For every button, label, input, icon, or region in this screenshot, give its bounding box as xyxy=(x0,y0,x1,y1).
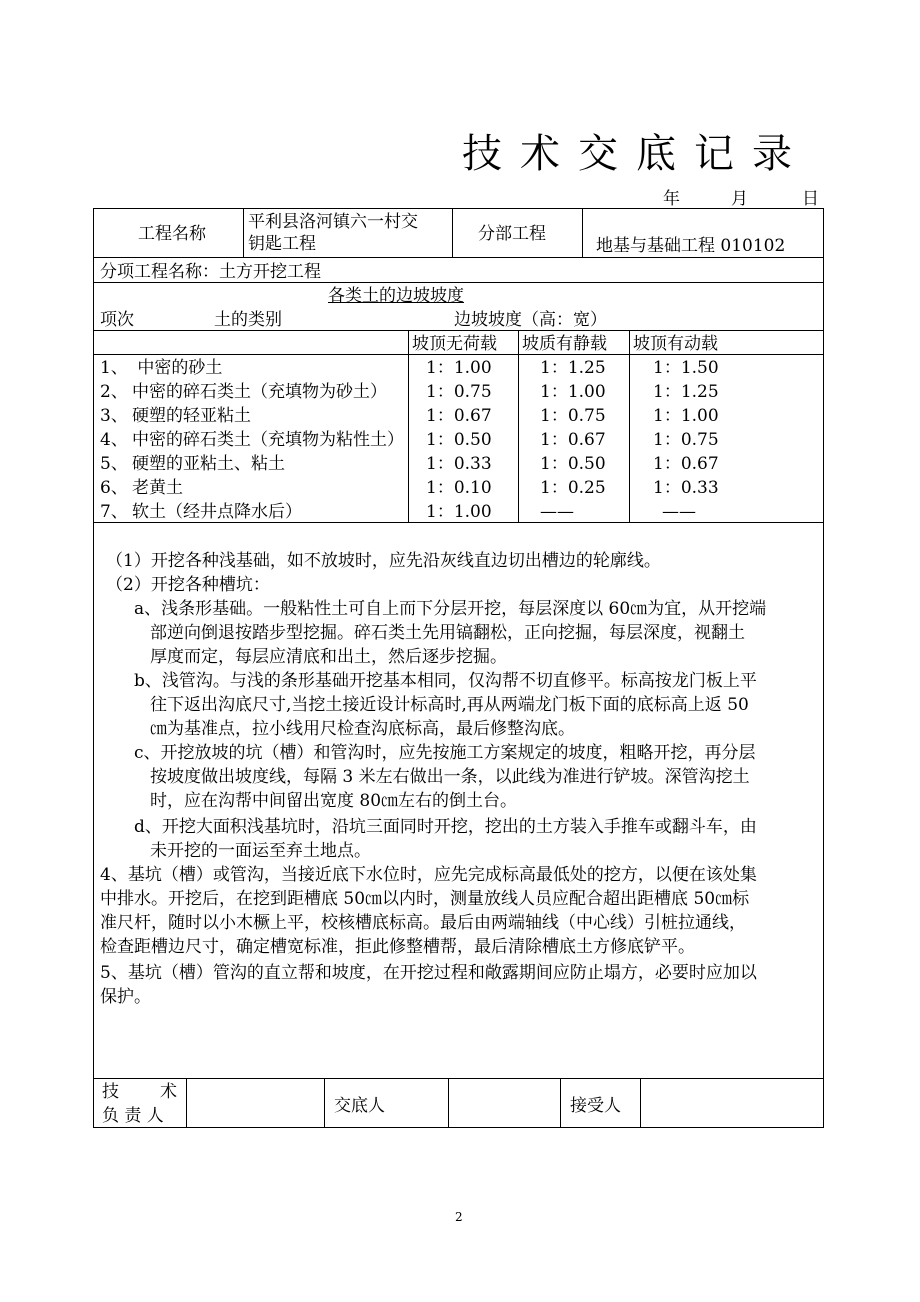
row-v2: 1：0.75 xyxy=(540,406,606,426)
content-line: 5、基坑（槽）管沟的直立帮和坡度，在开挖过程和敞露期间应防止塌方，必要时应加以 xyxy=(100,963,757,983)
slope-table-title: 各类土的边坡坡度 xyxy=(328,286,464,306)
row-no: 3、 xyxy=(100,406,128,426)
row-v1: 1：0.75 xyxy=(426,382,492,402)
row-soil: 中密的砂土 xyxy=(132,358,223,378)
header-bottom-line xyxy=(94,257,823,258)
content-line: c、开挖放坡的坑（槽）和管沟时，应先按施工方案规定的坡度，粗略开挖，再分层 xyxy=(134,743,756,763)
row-v3: —— xyxy=(662,502,696,522)
row-v2: 1：0.50 xyxy=(540,454,606,474)
sub-project-label: 分部工程 xyxy=(478,224,546,244)
row-no: 4、 xyxy=(100,430,128,450)
content-line: （1）开挖各种浅基础，如不放坡时，应先沿灰线直边切出槽边的轮廓线。 xyxy=(106,551,661,571)
content-line: 部逆向倒退按踏步型挖掘。碎石类土先用镐翻松，正向挖掘，每层深度，视翻土 xyxy=(150,623,745,643)
row-soil: 中密的碎石类土（充填物为砂土） xyxy=(132,382,387,402)
sub-col-1: 坡顶无荷载 xyxy=(412,334,497,354)
content-line: 4、基坑（槽）或管沟，当接近底下水位时，应先完成标高最低处的挖方，以便在该处集 xyxy=(100,865,757,885)
content-line: 时，应在沟帮中间留出宽度 80㎝左右的倒土台。 xyxy=(150,791,518,811)
content-line: ㎝为基准点，拉小线用尺检查沟底标高，最后修整沟底。 xyxy=(150,719,575,739)
row-v1: 1：0.10 xyxy=(426,478,492,498)
sub-col-line xyxy=(94,354,823,355)
slope-col-divider-3 xyxy=(629,330,630,523)
row-v2: 1：0.67 xyxy=(540,430,606,450)
row-v3: 1：0.67 xyxy=(653,454,719,474)
row-no: 5、 xyxy=(100,454,128,474)
project-name-label: 工程名称 xyxy=(138,224,206,244)
content-line: 检查距槽边尺寸，确定槽宽标准，拒此修整槽帮，最后清除槽底土方修底铲平。 xyxy=(100,937,695,957)
row-v2: —— xyxy=(540,502,574,522)
receiver-label: 接受人 xyxy=(570,1096,621,1116)
handover-label: 交底人 xyxy=(334,1096,385,1116)
footer-divider-2 xyxy=(324,1078,325,1128)
footer-top-line xyxy=(94,1078,823,1079)
col-slope: 边坡坡度（高：宽） xyxy=(454,310,607,330)
row-v3: 1：0.33 xyxy=(653,478,719,498)
project-name-value-1: 平利县洛河镇六一村交 xyxy=(248,212,418,232)
row-v3: 1：0.75 xyxy=(653,430,719,450)
tech-label-b: 术 xyxy=(160,1082,177,1102)
row-no: 7、 xyxy=(100,502,128,522)
row-no: 6、 xyxy=(100,478,128,498)
content-line: 按坡度做出坡度线，每隔 3 米左右做出一条，以此线为准进行铲坡。深管沟挖土 xyxy=(150,767,750,787)
row-v1: 1：1.00 xyxy=(426,358,492,378)
tech-label-a: 技 xyxy=(102,1082,119,1102)
row-v2: 1：0.25 xyxy=(540,478,606,498)
project-name-value-2: 钥匙工程 xyxy=(248,234,316,254)
content-line: （2）开挖各种槽坑： xyxy=(106,575,270,595)
header-divider-2 xyxy=(452,209,453,257)
page-number: 2 xyxy=(455,1210,463,1224)
item-name: 分项工程名称：土方开挖工程 xyxy=(100,262,321,282)
sub-project-value: 地基与基础工程 010102 xyxy=(596,236,786,256)
footer-divider-5 xyxy=(640,1078,641,1128)
slope-col-divider-2 xyxy=(518,330,519,523)
slope-header-line xyxy=(94,330,823,331)
row-v1: 1：1.00 xyxy=(426,502,492,522)
content-line: d、开挖大面积浅基坑时，沿坑三面同时开挖，挖出的土方装入手推车或翻斗车，由 xyxy=(134,817,757,837)
row-v3: 1：1.00 xyxy=(653,406,719,426)
sub-col-3: 坡顶有动载 xyxy=(633,334,718,354)
row-v3: 1：1.50 xyxy=(653,358,719,378)
row-soil: 老黄土 xyxy=(132,478,183,498)
col-item: 项次 xyxy=(100,310,134,330)
tech-label-line2: 负 责 人 xyxy=(102,1106,164,1126)
row-v2: 1：1.00 xyxy=(540,382,606,402)
row-v2: 1：1.25 xyxy=(540,358,606,378)
slope-col-divider-1 xyxy=(408,330,409,523)
row-soil: 软土（经井点降水后） xyxy=(132,502,302,522)
record-table xyxy=(93,208,824,1128)
row-v3: 1：1.25 xyxy=(653,382,719,402)
footer-divider-1 xyxy=(186,1078,187,1128)
date-day: 日 xyxy=(802,189,819,209)
row-no: 2、 xyxy=(100,382,128,402)
content-line: a、浅条形基础。一般粘性土可自上而下分层开挖，每层深度以 60㎝为宜，从开挖端 xyxy=(134,599,767,619)
content-line: 准尺杆，随时以小木橛上平，校核槽底标高。最后由两端轴线（中心线）引桩拉通线， xyxy=(100,913,746,933)
row-soil: 硬塑的轻亚粘土 xyxy=(132,406,251,426)
content-line: 未开挖的一面运至弃土地点。 xyxy=(150,841,371,861)
row-v1: 1：0.67 xyxy=(426,406,492,426)
page-title: 技术交底记录 xyxy=(462,131,810,177)
item-name-bottom-line xyxy=(94,282,823,283)
row-soil: 硬塑的亚粘土、粘土 xyxy=(132,454,285,474)
row-v1: 1：0.50 xyxy=(426,430,492,450)
content-line: b、浅管沟。与浅的条形基础开挖基本相同，仅沟帮不切直修平。标高按龙门板上平 xyxy=(134,671,757,691)
content-line: 厚度而定，每层应清底和出土，然后逐步挖掘。 xyxy=(150,647,507,667)
header-divider-3 xyxy=(582,209,583,257)
slope-table-bottom-line xyxy=(94,522,823,523)
row-v1: 1：0.33 xyxy=(426,454,492,474)
footer-divider-3 xyxy=(448,1078,449,1128)
row-soil: 中密的碎石类土（充填物为粘性土） xyxy=(132,430,404,450)
col-soil: 土的类别 xyxy=(214,310,282,330)
footer-divider-4 xyxy=(560,1078,561,1128)
sub-col-2: 坡质有静载 xyxy=(522,334,607,354)
date-year: 年 xyxy=(663,189,680,209)
content-line: 往下返出沟底尺寸,当挖土接近设计标高时,再从两端龙门板下面的底标高上返 50 xyxy=(150,695,749,715)
date-month: 月 xyxy=(731,189,748,209)
content-line: 保护。 xyxy=(100,987,151,1007)
row-no: 1、 xyxy=(100,358,128,378)
header-divider-1 xyxy=(243,209,244,257)
content-line: 中排水。开挖后，在挖到距槽底 50㎝以内时，测量放线人员应配合超出距槽底 50㎝标 xyxy=(100,889,750,909)
